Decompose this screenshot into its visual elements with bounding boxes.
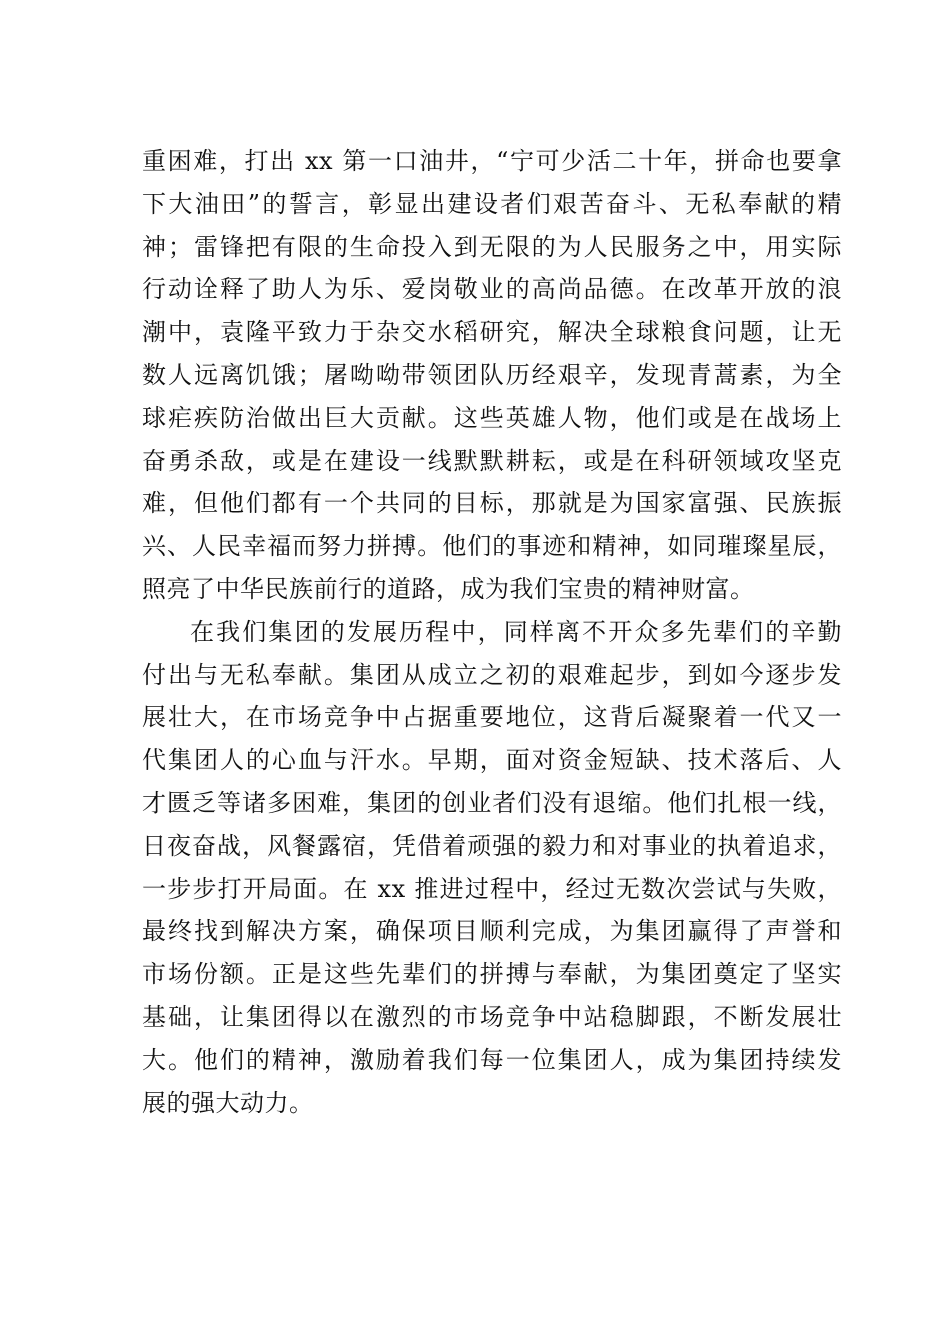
text-line: 球疟疾防治做出巨大贡献。这些英雄人物，他们或是在战场上 xyxy=(142,403,842,432)
text-line: 重困难，打出 xx 第一口油井，“宁可少活二十年，拼命也要拿 xyxy=(142,147,842,175)
text-line: 最终找到解决方案，确保项目顺利完成，为集团赢得了声誉和 xyxy=(142,917,842,946)
text-line: 照亮了中华民族前行的道路，成为我们宝贵的精神财富。 xyxy=(142,574,755,603)
text-line: 市场份额。正是这些先辈们的拼搏与奉献，为集团奠定了坚实 xyxy=(142,960,842,989)
text-line: 在我们集团的发展历程中，同样离不开众多先辈们的辛勤 xyxy=(190,617,842,646)
text-line: 大。他们的精神，激励着我们每一位集团人，成为集团持续发 xyxy=(142,1045,842,1074)
text-line: 奋勇杀敌，或是在建设一线默默耕耘，或是在科研领域攻坚克 xyxy=(142,446,842,475)
text-line: 数人远离饥饿；屠呦呦带领团队历经艰辛，发现青蒿素，为全 xyxy=(142,360,842,389)
text-line: 基础，让集团得以在激烈的市场竞争中站稳脚跟，不断发展壮 xyxy=(142,1002,842,1031)
paragraph-group-history xyxy=(142,611,842,1125)
paragraph-heroes xyxy=(142,140,842,611)
text-line: 付出与无私奉献。集团从成立之初的艰难起步，到如今逐步发 xyxy=(142,660,842,689)
text-line: 下大油田”的誓言，彰显出建设者们艰苦奋斗、无私奉献的精 xyxy=(142,189,842,218)
document-body xyxy=(142,140,842,1124)
text-line: 神；雷锋把有限的生命投入到无限的为人民服务之中，用实际 xyxy=(142,232,842,261)
text-line: 展的强大动力。 xyxy=(142,1088,314,1117)
text-line: 潮中，袁隆平致力于杂交水稻研究，解决全球粮食问题，让无 xyxy=(142,318,842,347)
text-line: 行动诠释了助人为乐、爱岗敬业的高尚品德。在改革开放的浪 xyxy=(142,275,842,304)
text-line: 一步步打开局面。在 xx 推进过程中，经过无数次尝试与失败， xyxy=(142,874,842,903)
text-line: 难，但他们都有一个共同的目标，那就是为国家富强、民族振 xyxy=(142,489,842,518)
text-line: 展壮大，在市场竞争中占据重要地位，这背后凝聚着一代又一 xyxy=(142,703,842,732)
text-line: 才匮乏等诸多困难，集团的创业者们没有退缩。他们扎根一线， xyxy=(142,788,842,817)
text-line: 兴、人民幸福而努力拼搏。他们的事迹和精神，如同璀璨星辰， xyxy=(142,532,842,561)
text-line: 日夜奋战，风餐露宿，凭借着顽强的毅力和对事业的执着追求， xyxy=(142,831,842,860)
text-line: 代集团人的心血与汗水。早期，面对资金短缺、技术落后、人 xyxy=(142,746,842,775)
